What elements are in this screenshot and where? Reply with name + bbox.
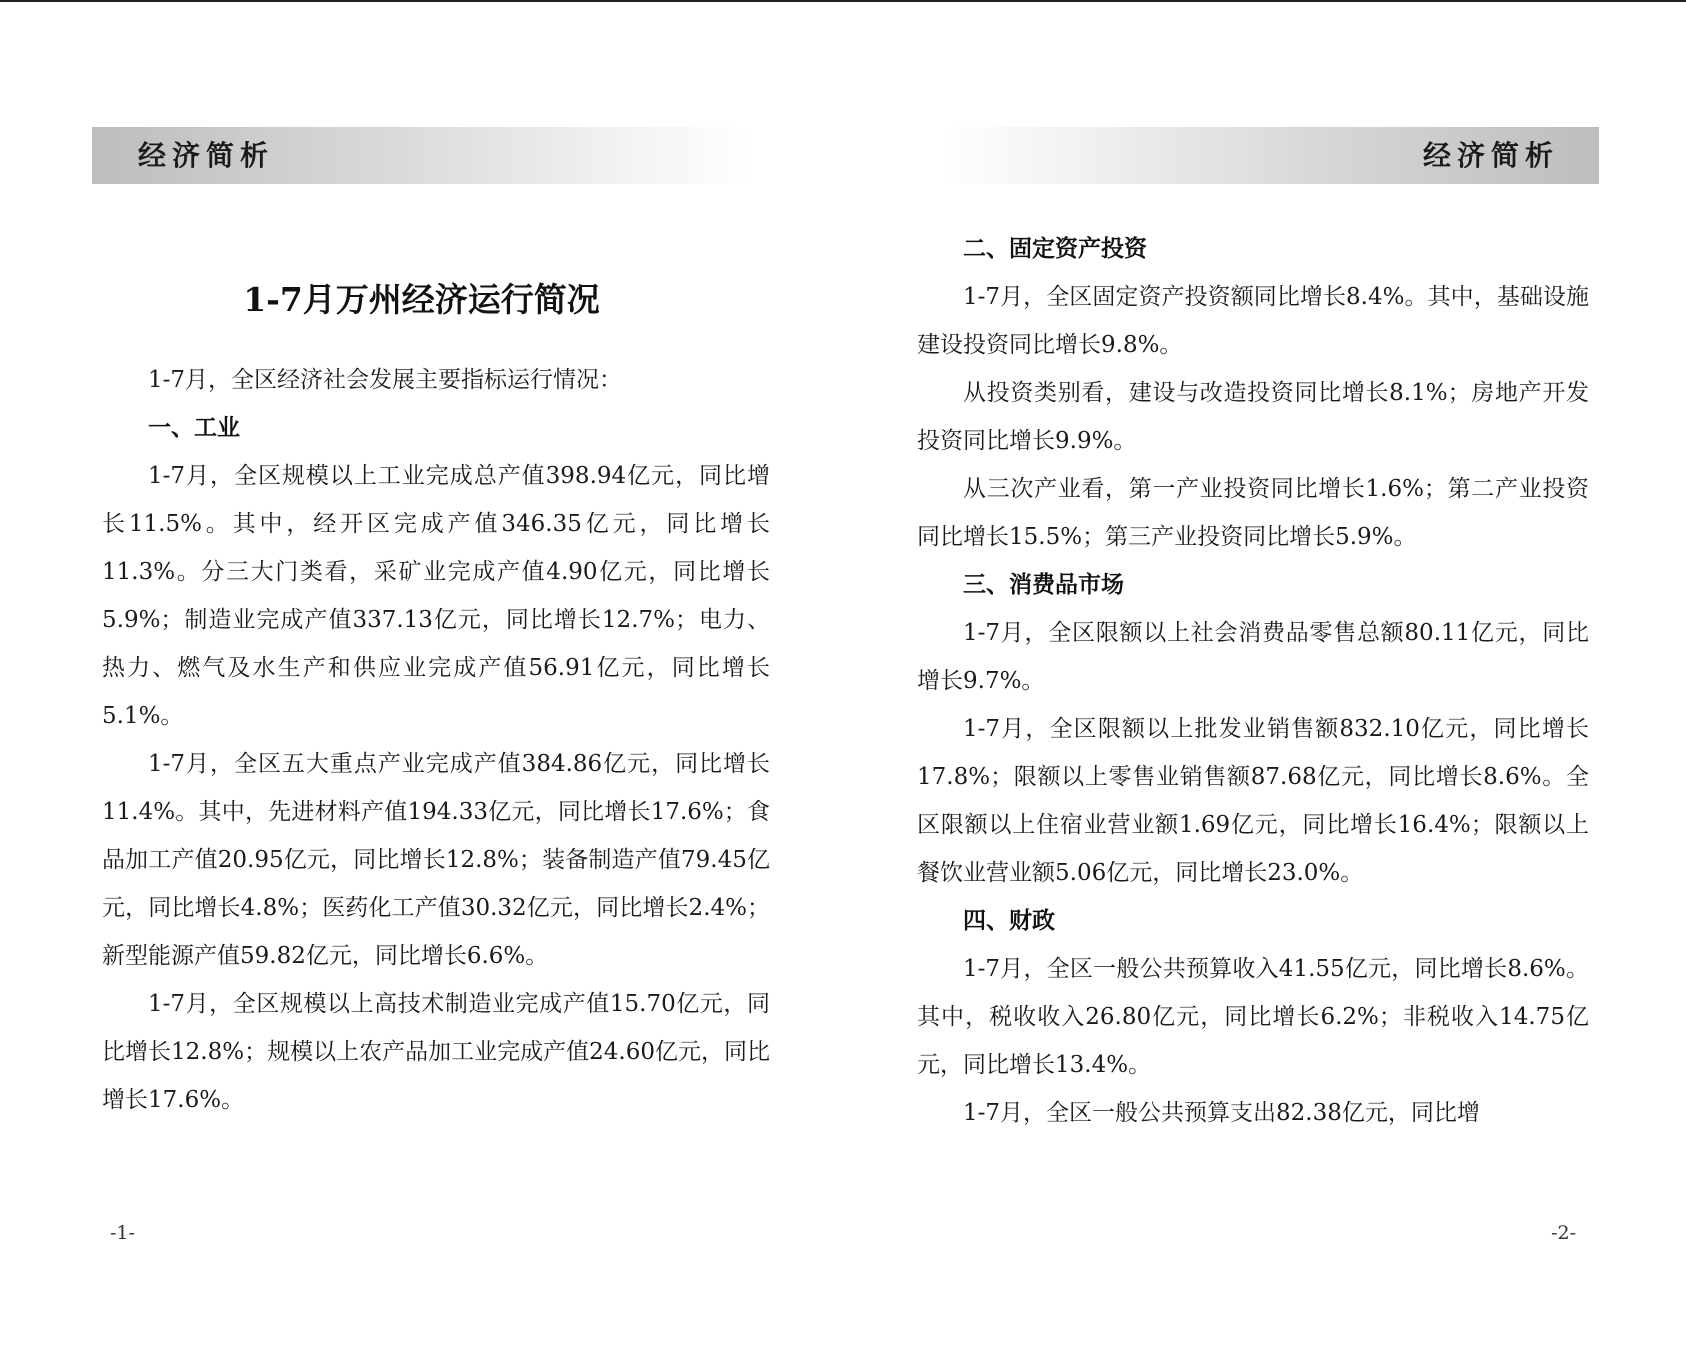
page-1-header-title: 经济简析 [138, 139, 275, 172]
investment-paragraph-1: 1-7月，全区固定资产投资额同比增长8.4%。其中，基础设施建设投资同比增长9.8%。 [917, 284, 1589, 358]
industry-paragraph-3: 1-7月，全区规模以上高技术制造业完成产值15.70亿元，同比增长12.8%；规模以上农产品加工业完成产值24.60亿元，同比增长17.6%。 [102, 991, 770, 1113]
section-heading-finance: 四、财政 [963, 908, 1055, 934]
page-1-number: -1- [110, 1222, 135, 1244]
section-heading-investment: 二、固定资产投资 [963, 236, 1147, 262]
intro-paragraph: 1-7月，全区经济社会发展主要指标运行情况： [148, 367, 623, 393]
investment-paragraph-3: 从三次产业看，第一产业投资同比增长1.6%；第二产业投资同比增长15.5%；第三产业投资同比增长5.9%。 [917, 476, 1589, 550]
page-2-header-title: 经济简析 [1422, 139, 1559, 172]
page-2 [843, 0, 1686, 1353]
page-2-content [917, 225, 1589, 1137]
section-heading-consumer: 三、消费品市场 [963, 572, 1124, 598]
page-1-content [102, 356, 770, 1124]
industry-paragraph-1: 1-7月，全区规模以上工业完成总产值398.94亿元，同比增长11.5%。其中，经开区完成产值346.35亿元，同比增长11.3%。分三大门类看，采矿业完成产值4.90亿元，同比增长5.9%；制造业完成产值337.13亿元，同比增长12.7%；电力、热力、燃气及水生产和供应业完成产值56.91亿元，同比增长5.1%。 [102, 463, 770, 729]
finance-paragraph-1: 1-7月，全区一般公共预算收入41.55亿元，同比增长8.6%。其中，税收收入26.80亿元，同比增长6.2%；非税收入14.75亿元，同比增长13.4%。 [917, 956, 1589, 1078]
consumer-paragraph-2: 1-7月，全区限额以上批发业销售额832.10亿元，同比增长17.8%；限额以上零售业销售额87.68亿元，同比增长8.6%。全区限额以上住宿业营业额1.69亿元，同比增长16.4%；限额以上餐饮业营业额5.06亿元，同比增长23.0%。 [917, 716, 1589, 886]
section-heading-industry: 一、工业 [148, 415, 240, 441]
page-2-header-band [940, 127, 1599, 184]
page-2-number: -2- [1551, 1222, 1576, 1244]
industry-paragraph-2: 1-7月，全区五大重点产业完成产值384.86亿元，同比增长11.4%。其中，先进材料产值194.33亿元，同比增长17.6%；食品加工产值20.95亿元，同比增长12.8%；装备制造产值79.45亿元，同比增长4.8%；医药化工产值30.32亿元，同比增长2.4%；新型能源产值59.82亿元，同比增长6.6%。 [102, 751, 770, 969]
investment-paragraph-2: 从投资类别看，建设与改造投资同比增长8.1%；房地产开发投资同比增长9.9%。 [917, 380, 1589, 454]
finance-paragraph-2: 1-7月，全区一般公共预算支出82.38亿元，同比增 [963, 1100, 1480, 1126]
page-1-header-band [92, 127, 752, 184]
consumer-paragraph-1: 1-7月，全区限额以上社会消费品零售总额80.11亿元，同比增长9.7%。 [917, 620, 1589, 694]
document-title: 1-7月万州经济运行简况 [243, 280, 600, 320]
